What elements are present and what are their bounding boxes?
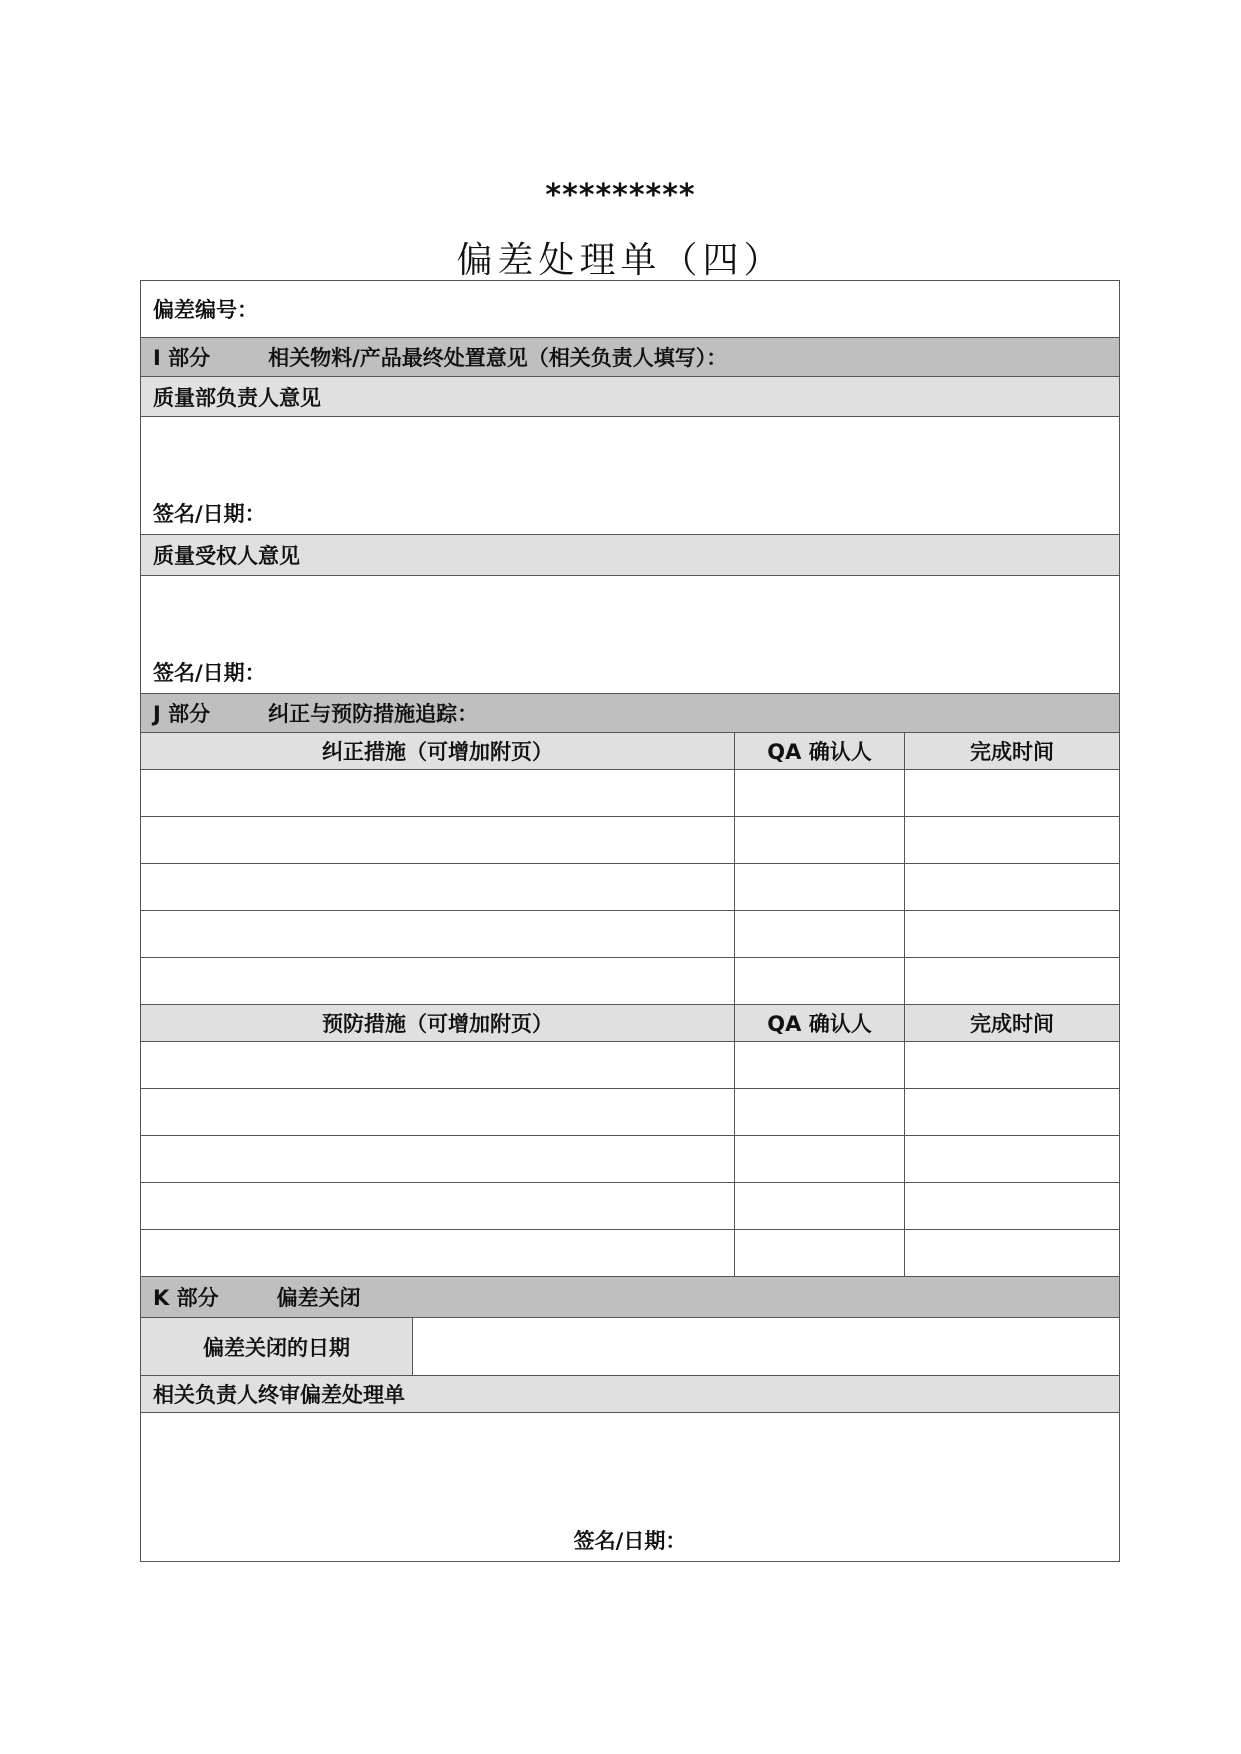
section-j-title: 纠正与预防措施追踪： (268, 702, 479, 726)
corrective-row (141, 864, 1120, 911)
qp-opinion-field[interactable] (141, 576, 1120, 694)
qa-head-opinion-header (141, 377, 1120, 417)
qp-signature-label: 签名/日期： (153, 661, 266, 685)
preventive-time-cell[interactable] (905, 1042, 1120, 1089)
preventive-qa-cell[interactable] (735, 1230, 905, 1277)
corrective-header-row (141, 733, 1120, 770)
section-i-title: 相关物料/产品最终处置意见（相关负责人填写）： (268, 346, 728, 370)
deviation-number-field[interactable] (141, 281, 1120, 338)
close-date-row (141, 1318, 1120, 1376)
section-j-header (141, 694, 1120, 733)
corrective-measures-header: 纠正措施（可增加附页） (141, 733, 735, 770)
preventive-time-cell[interactable] (905, 1089, 1120, 1136)
final-review-header (141, 1376, 1120, 1413)
corrective-qa-cell[interactable] (735, 958, 905, 1005)
deviation-number-row (141, 281, 1120, 338)
qp-opinion-header (141, 535, 1120, 576)
preventive-measure-cell[interactable] (141, 1230, 735, 1277)
final-review-label: 相关负责人终审偏差处理单 (141, 1376, 1120, 1413)
corrective-time-cell[interactable] (905, 958, 1120, 1005)
qp-opinion-row (141, 576, 1120, 694)
preventive-measure-cell[interactable] (141, 1042, 735, 1089)
corrective-measure-cell[interactable] (141, 864, 735, 911)
preventive-header-row (141, 1005, 1120, 1042)
final-review-row (141, 1413, 1120, 1562)
preventive-time-header: 完成时间 (905, 1005, 1120, 1042)
section-j-part: J 部分 (153, 702, 211, 726)
corrective-time-cell[interactable] (905, 770, 1120, 817)
preventive-row (141, 1136, 1120, 1183)
preventive-qa-cell[interactable] (735, 1042, 905, 1089)
preventive-row (141, 1089, 1120, 1136)
corrective-time-header: 完成时间 (905, 733, 1120, 770)
corrective-time-cell[interactable] (905, 817, 1120, 864)
corrective-measure-cell[interactable] (141, 817, 735, 864)
preventive-qa-cell[interactable] (735, 1136, 905, 1183)
corrective-measure-cell[interactable] (141, 958, 735, 1005)
corrective-row (141, 817, 1120, 864)
preventive-measures-header: 预防措施（可增加附页） (141, 1005, 735, 1042)
qa-head-opinion-label: 质量部负责人意见 (141, 377, 1120, 417)
document-title: 偏差处理单（四） (456, 240, 785, 281)
corrective-qa-header: QA 确认人 (735, 733, 905, 770)
corrective-row (141, 958, 1120, 1005)
deviation-form (140, 280, 1120, 1562)
preventive-row (141, 1183, 1120, 1230)
corrective-qa-cell[interactable] (735, 864, 905, 911)
preventive-qa-header: QA 确认人 (735, 1005, 905, 1042)
corrective-qa-cell[interactable] (735, 770, 905, 817)
qa-head-signature-label: 签名/日期： (153, 502, 266, 526)
corrective-measure-cell[interactable] (141, 911, 735, 958)
preventive-qa-cell[interactable] (735, 1183, 905, 1230)
corrective-qa-cell[interactable] (735, 911, 905, 958)
section-i-part: I 部分 (153, 346, 211, 370)
section-k-title: 偏差关闭 (276, 1286, 361, 1310)
section-i-header (141, 338, 1120, 377)
corrective-row (141, 770, 1120, 817)
final-review-signature-label: 签名/日期： (573, 1529, 687, 1553)
corrective-time-cell[interactable] (905, 911, 1120, 958)
corrective-time-cell[interactable] (905, 864, 1120, 911)
qa-head-opinion-row (141, 417, 1120, 535)
preventive-time-cell[interactable] (905, 1230, 1120, 1277)
preventive-row (141, 1042, 1120, 1089)
qa-head-opinion-field[interactable] (141, 417, 1120, 535)
deviation-number-label: 偏差编号： (153, 298, 258, 322)
preventive-measure-cell[interactable] (141, 1183, 735, 1230)
close-date-field[interactable] (413, 1318, 1120, 1376)
preventive-measure-cell[interactable] (141, 1089, 735, 1136)
section-k-part: K 部分 (153, 1286, 219, 1310)
qp-opinion-label: 质量受权人意见 (141, 535, 1120, 576)
corrective-qa-cell[interactable] (735, 817, 905, 864)
preventive-time-cell[interactable] (905, 1183, 1120, 1230)
section-k-header (141, 1277, 1120, 1318)
preventive-measure-cell[interactable] (141, 1136, 735, 1183)
final-review-field[interactable] (141, 1413, 1120, 1562)
preventive-time-cell[interactable] (905, 1136, 1120, 1183)
corrective-measure-cell[interactable] (141, 770, 735, 817)
preventive-row (141, 1230, 1120, 1277)
company-name: ********* (545, 178, 696, 213)
preventive-qa-cell[interactable] (735, 1089, 905, 1136)
corrective-row (141, 911, 1120, 958)
close-date-label: 偏差关闭的日期 (141, 1318, 413, 1376)
